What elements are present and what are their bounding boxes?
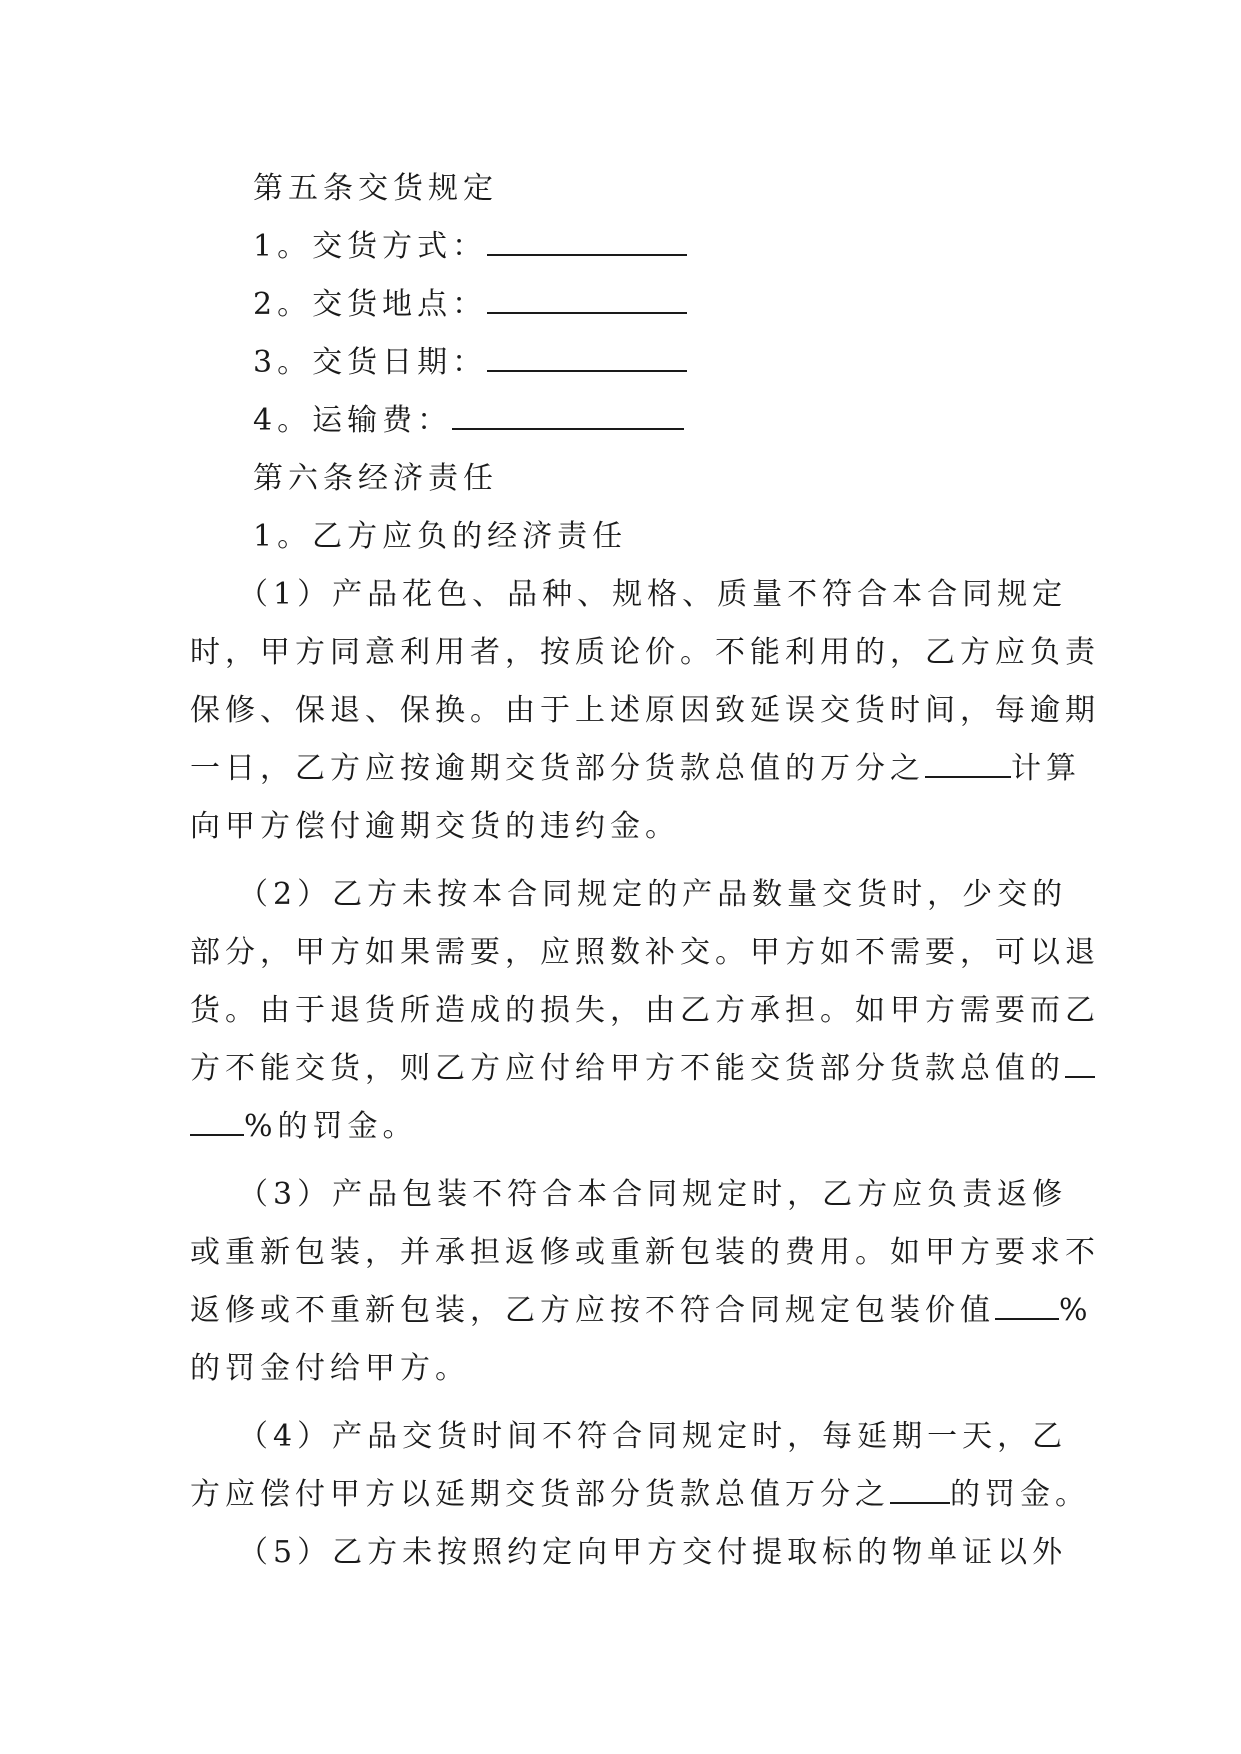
p3-line-3: [190, 1282, 1093, 1340]
delivery-place-blank: [487, 286, 687, 314]
p3-line-3-suffix: %: [1059, 1293, 1093, 1328]
delivery-date-blank: [487, 344, 687, 372]
p2-rate-blank-start: [1065, 1050, 1095, 1078]
delivery-date-label: 3。交货日期：: [253, 345, 488, 380]
delivery-method-item: [190, 218, 1044, 276]
p1-line-4-text: 一日，乙方应按逾期交货部分货款总值的万分之: [190, 751, 925, 786]
p4-line-2-suffix: 的罚金。: [950, 1477, 1090, 1512]
p1-line-5: 向甲方偿付逾期交货的违约金。: [190, 809, 680, 844]
p4-line-2: [190, 1466, 1090, 1524]
p3-line-4: 的罚金付给甲方。: [190, 1351, 470, 1386]
p4-line-2-text: 方应偿付甲方以延期交货部分货款总值万分之: [190, 1477, 890, 1512]
delivery-method-blank: [487, 228, 687, 256]
delivery-place-item: [190, 276, 1044, 334]
article6-subtitle: 1。乙方应负的经济责任: [253, 519, 628, 554]
p2-line-4: [190, 1040, 1065, 1098]
p2-line-4-text: 方不能交货，则乙方应付给甲方不能交货部分货款总值的: [190, 1051, 1065, 1086]
p1-line-4: [190, 740, 1081, 798]
p3-rate-blank: [995, 1292, 1059, 1320]
p4-rate-blank: [890, 1476, 950, 1504]
p1-line-1: （1）产品花色、品种、规格、质量不符合本合同规定: [238, 577, 1068, 612]
contract-body: [190, 160, 1100, 1582]
p3-line-2: 或重新包装，并承担返修或重新包装的费用。如甲方要求不: [190, 1235, 1100, 1270]
p3-line-1: （3）产品包装不符合本合同规定时，乙方应负责返修: [238, 1177, 1068, 1212]
article5-title: 第五条交货规定: [253, 171, 498, 206]
p5-line-1: （5）乙方未按照约定向甲方交付提取标的物单证以外: [238, 1535, 1068, 1570]
p2-line-1: （2）乙方未按本合同规定的产品数量交货时，少交的: [238, 877, 1068, 912]
p2-line-5-suffix: %的罚金。: [244, 1109, 418, 1144]
p2-line-5: [190, 1098, 1044, 1156]
delivery-place-label: 2。交货地点：: [253, 287, 488, 322]
freight-item: [190, 392, 1044, 450]
p2-line-3: 货。由于退货所造成的损失，由乙方承担。如甲方需要而乙: [190, 993, 1100, 1028]
p2-rate-blank-end: [190, 1108, 244, 1136]
p1-line-3: 保修、保退、保换。由于上述原因致延误交货时间，每逾期: [190, 693, 1100, 728]
article6-title: 第六条经济责任: [253, 461, 498, 496]
p3-line-3-text: 返修或不重新包装，乙方应按不符合同规定包装价值: [190, 1293, 995, 1328]
p1-rate-blank: [925, 750, 1011, 778]
freight-blank: [452, 402, 684, 430]
p2-line-2: 部分，甲方如果需要，应照数补交。甲方如不需要，可以退: [190, 935, 1100, 970]
p1-line-2: 时，甲方同意利用者，按质论价。不能利用的，乙方应负责: [190, 635, 1100, 670]
delivery-date-item: [190, 334, 1044, 392]
delivery-method-label: 1。交货方式：: [253, 229, 488, 264]
p1-line-4-suffix: 计算: [1011, 751, 1081, 786]
freight-label: 4。运输费：: [253, 403, 453, 438]
p4-line-1: （4）产品交货时间不符合同规定时，每延期一天，乙: [238, 1419, 1068, 1454]
